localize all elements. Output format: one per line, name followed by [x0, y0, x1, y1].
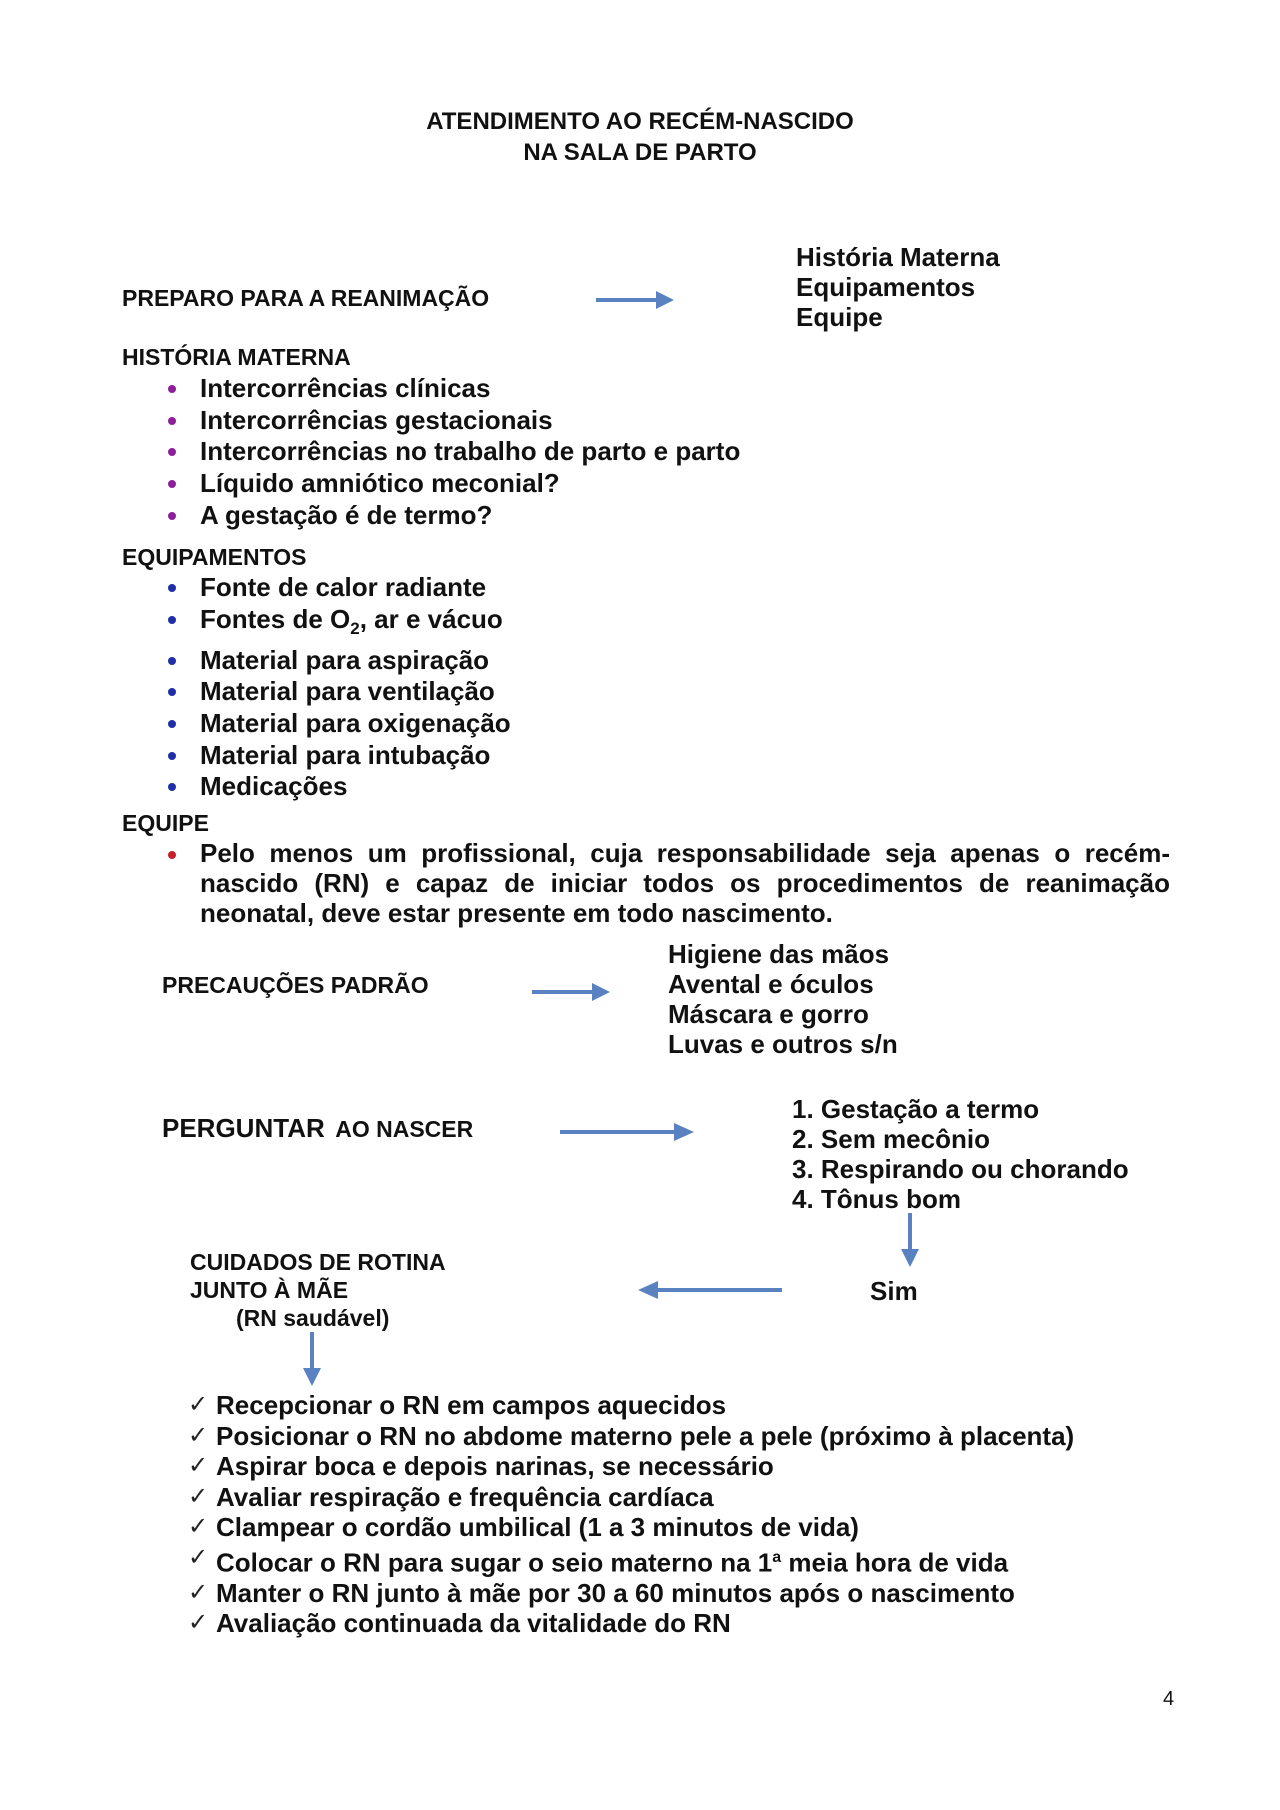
preparo-target-equipe: Equipe [796, 302, 883, 332]
down-arrow-icon [898, 1213, 922, 1269]
bullet-icon [168, 851, 176, 859]
cuidados-line-2: JUNTO À MÃE [190, 1277, 349, 1303]
check-icon: ✓ [188, 1543, 209, 1571]
list-item: Material para intubação [158, 740, 511, 772]
preparo-target-historia: História Materna [796, 242, 1000, 272]
title-line-1: ATENDIMENTO AO RECÉM-NASCIDO [426, 108, 854, 135]
title-line-2: NA SALA DE PARTO [523, 139, 757, 166]
list-item: ✓ Avaliação continuada da vitalidade do RN [188, 1608, 731, 1639]
list-item: Material para aspiração [158, 645, 511, 677]
list-item: ✓ Clampear o cordão umbilical (1 a 3 minutos de vida) [188, 1512, 859, 1542]
cuidados-line-1: CUIDADOS DE ROTINA [190, 1249, 446, 1275]
pergunta-item: 2. Sem mecônio [792, 1124, 990, 1154]
precaucoes-items [668, 939, 898, 1059]
list-item: Fonte de calor radiante [158, 572, 511, 604]
bullet-icon [168, 480, 176, 488]
historia-heading: HISTÓRIA MATERNA [122, 344, 351, 370]
perguntar-label [162, 1113, 473, 1144]
list-item: ✓ Recepcionar o RN em campos aquecidos [188, 1390, 727, 1420]
equipe-heading: EQUIPE [122, 810, 209, 836]
list-item: Intercorrências clínicas [158, 373, 740, 405]
precaucao-item: Avental e óculos [668, 969, 874, 999]
list-item: Medicações [158, 771, 511, 803]
bullet-icon [168, 616, 176, 624]
preparo-target-equipamentos: Equipamentos [796, 272, 976, 302]
cuidados-block [190, 1248, 446, 1332]
list-item: ✓ Avaliar respiração e frequência cardíaca [188, 1481, 714, 1512]
list-item: ✓ Manter o RN junto à mãe por 30 a 60 minutos após o nascimento [188, 1577, 1015, 1608]
list-item: Intercorrências no trabalho de parto e parto [158, 436, 740, 468]
list-item: ✓ Colocar o RN para sugar o seio materno na 1$^a$ meia hora de vida [188, 1543, 1009, 1578]
pergunta-item: 4. Tônus bom [792, 1184, 961, 1214]
perguntar-items [792, 1094, 1129, 1214]
check-icon: ✓ [188, 1482, 209, 1510]
check-icon: ✓ [188, 1578, 209, 1606]
check-icon: ✓ [188, 1452, 209, 1479]
list-item: A gestação é de termo? [158, 500, 740, 532]
historia-list [158, 373, 740, 532]
check-icon: ✓ [188, 1391, 209, 1418]
list-item: Material para ventilação [158, 676, 511, 708]
bullet-icon [168, 448, 176, 456]
preparo-arrow-icon [596, 288, 676, 312]
pergunta-item: 1. Gestação a termo [792, 1094, 1040, 1124]
check-icon: ✓ [188, 1421, 209, 1449]
list-item: Intercorrências gestacionais [158, 405, 740, 437]
left-arrow-icon [636, 1278, 784, 1302]
list-item: Material para oxigenação [158, 708, 511, 740]
equipamentos-heading: EQUIPAMENTOS [122, 544, 307, 570]
page-number: 4 [1163, 1688, 1175, 1710]
preparo-label: PREPARO PARA A REANIMAÇÃO [122, 285, 490, 311]
preparo-targets [796, 242, 1000, 332]
bullet-icon [168, 385, 176, 393]
perguntar-arrow-icon [560, 1120, 696, 1144]
cuidados-line-3: (RN saudável) [236, 1305, 390, 1331]
precaucoes-label: PRECAUÇÕES PADRÃO [162, 972, 429, 998]
bullet-icon [168, 720, 176, 728]
bullet-icon [168, 512, 176, 520]
perguntar-strong: PERGUNTAR [162, 1113, 325, 1143]
equipamentos-list [158, 572, 511, 803]
down-arrow-icon [300, 1332, 324, 1388]
list-item: ✓ Aspirar boca e depois narinas, se necessário [188, 1451, 774, 1481]
bullet-icon [168, 688, 176, 696]
precaucoes-arrow-icon [532, 980, 612, 1004]
precaucao-item: Luvas e outros s/n [668, 1029, 898, 1059]
pergunta-item: 3. Respirando ou chorando [792, 1154, 1129, 1184]
check-icon: ✓ [188, 1513, 209, 1540]
list-item: Fontes de $O_2$, ar e vácuo [158, 604, 511, 645]
precaucao-item: Higiene das mãos [668, 939, 890, 969]
bullet-icon [168, 752, 176, 760]
bullet-icon [168, 657, 176, 665]
check-icon: ✓ [188, 1609, 209, 1637]
list-item: Líquido amniótico meconial? [158, 468, 740, 500]
answer-sim: Sim [870, 1276, 918, 1306]
precaucao-item: Máscara e gorro [668, 999, 869, 1029]
equipe-paragraph: Pelo menos um profissional, cuja responsabilidade seja apenas o recém-nascido (RN) e capaz de iniciar todos os procedimentos de reanimação neonatal, deve estar presente em todo nascimento. [200, 838, 1170, 928]
bullet-icon [168, 783, 176, 791]
perguntar-rest: AO NASCER [335, 1116, 474, 1142]
checklist [188, 1390, 1074, 1639]
bullet-icon [168, 584, 176, 592]
bullet-icon [168, 417, 176, 425]
page-title [0, 106, 1280, 168]
list-item: ✓ Posicionar o RN no abdome materno pele a pele (próximo à placenta) [188, 1420, 1075, 1451]
